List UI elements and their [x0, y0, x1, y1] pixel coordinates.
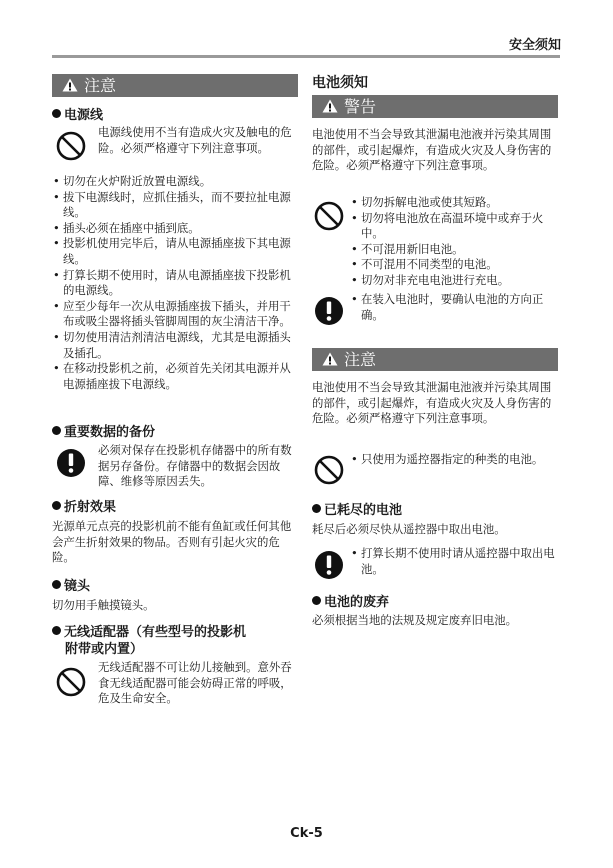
battery-section-title: 电池须知: [312, 75, 368, 91]
list-item: • 切勿拆解电池或使其短路。: [350, 195, 558, 211]
battery-disposal-heading: 电池的废弃: [312, 594, 389, 611]
warning-triangle-icon: [322, 99, 338, 113]
warning-triangle-icon: [62, 78, 78, 92]
depleted-battery-text: 耗尽后必须尽快从遥控器中取出电池。: [312, 522, 506, 536]
page-number: Ck-5: [290, 826, 323, 841]
header-title: 安全须知: [508, 38, 561, 53]
mandatory-icon: [314, 550, 344, 580]
list-item: • 只使用为遥控器指定的种类的电池。: [350, 452, 558, 468]
list-item: • 投影机使用完毕后，请从电源插座拔下其电源线。: [52, 236, 298, 267]
bullet-dot: [312, 504, 321, 513]
prohibition-icon: [56, 667, 86, 697]
power-cord-intro: 电源线使用不当有造成火灾及触电的危险。必须严格遵守下列注意事项。: [98, 125, 292, 155]
wireless-text: 无线适配器不可让幼儿接触到。意外吞食无线适配器可能会妨碍正常的呼吸，危及生命安全。: [98, 660, 292, 706]
refraction-heading: 折射效果: [52, 499, 116, 516]
warning-banner: [312, 95, 558, 118]
caution-banner-label: 注意: [344, 350, 377, 369]
warning-intro: 电池使用不当会导致其泄漏电池液并污染其周围的部件，或引起爆炸，有造成火灾及人身伤害的危险。必须严格遵守下列注意事项。: [312, 127, 552, 173]
depleted-battery-list: [350, 546, 558, 577]
power-cord-heading: 电源线: [52, 107, 103, 124]
lens-heading: 镜头: [52, 578, 90, 595]
prohibition-icon: [314, 201, 344, 231]
warning-mandatory-list: [350, 292, 558, 323]
list-item: • 切勿对非充电电池进行充电。: [350, 273, 558, 289]
battery-disposal-text: 必须根据当地的法规及规定废弃旧电池。: [312, 613, 518, 627]
backup-text: 必须对保存在投影机存储器中的所有数据另存备份。存储器中的数据会因故障、维修等原因丢失。: [98, 443, 292, 489]
list-item: • 应至少每年一次从电源插座拔下插头，并用干布或吸尘器将插头管脚周围的灰尘清洁干净。: [52, 299, 298, 330]
list-item: • 在装入电池时，要确认电池的方向正确。: [350, 292, 558, 323]
bullet-dot: [52, 109, 61, 118]
wireless-heading-cont: 附带或内置）: [65, 642, 144, 657]
prohibition-icon: [56, 131, 86, 161]
list-item: • 打算长期不使用时，请从电源插座拔下投影机的电源线。: [52, 268, 298, 299]
caution-intro: 电池使用不当会导致其泄漏电池液并污染其周围的部件，或引起爆炸，有造成火灾及人身伤害的危险。必须严格遵守下列注意事项。: [312, 380, 552, 426]
header-divider: [52, 55, 560, 58]
mandatory-icon: [56, 448, 86, 478]
refraction-text: 光源单元点亮的投影机前不能有鱼缸或任何其他会产生折射效果的物品。否则有引起火灾的危险。: [52, 519, 292, 565]
list-item: • 切勿在火炉附近放置电源线。: [52, 174, 298, 190]
list-item: • 切勿使用清洁剂清洁电源线，尤其是电源插头及插孔。: [52, 330, 298, 361]
caution-list: [350, 452, 558, 468]
bullet-dot: [52, 426, 61, 435]
caution-banner-label: 注意: [84, 76, 117, 95]
warning-triangle-icon: [322, 352, 338, 366]
prohibition-icon: [314, 455, 344, 485]
list-item: • 打算长期不使用时请从遥控器中取出电池。: [350, 546, 558, 577]
bullet-dot: [52, 580, 61, 589]
backup-heading: 重要数据的备份: [52, 424, 155, 441]
list-item: • 不可混用新旧电池。: [350, 242, 558, 258]
caution-banner: [52, 74, 298, 97]
caution-banner: [312, 348, 558, 371]
bullet-dot: [52, 626, 61, 635]
mandatory-icon: [314, 296, 344, 326]
bullet-dot: [312, 596, 321, 605]
bullet-dot: [52, 501, 61, 510]
lens-text: 切勿用手触摸镜头。: [52, 598, 155, 612]
warning-prohibit-list: [350, 195, 558, 289]
list-item: • 插头必须在插座中插到底。: [52, 221, 298, 237]
list-item: • 在移动投影机之前，必须首先关闭其电源并从电源插座拔下电源线。: [52, 361, 298, 392]
warning-banner-label: 警告: [344, 97, 377, 116]
wireless-heading: 无线适配器（有些型号的投影机: [52, 624, 246, 641]
list-item: • 不可混用不同类型的电池。: [350, 257, 558, 273]
list-item: • 切勿将电池放在高温环境中或弃于火中。: [350, 211, 558, 242]
list-item: • 拔下电源线时，应抓住插头，而不要拉扯电源线。: [52, 190, 298, 221]
depleted-battery-heading: 已耗尽的电池: [312, 502, 402, 519]
power-cord-list: [52, 174, 298, 392]
